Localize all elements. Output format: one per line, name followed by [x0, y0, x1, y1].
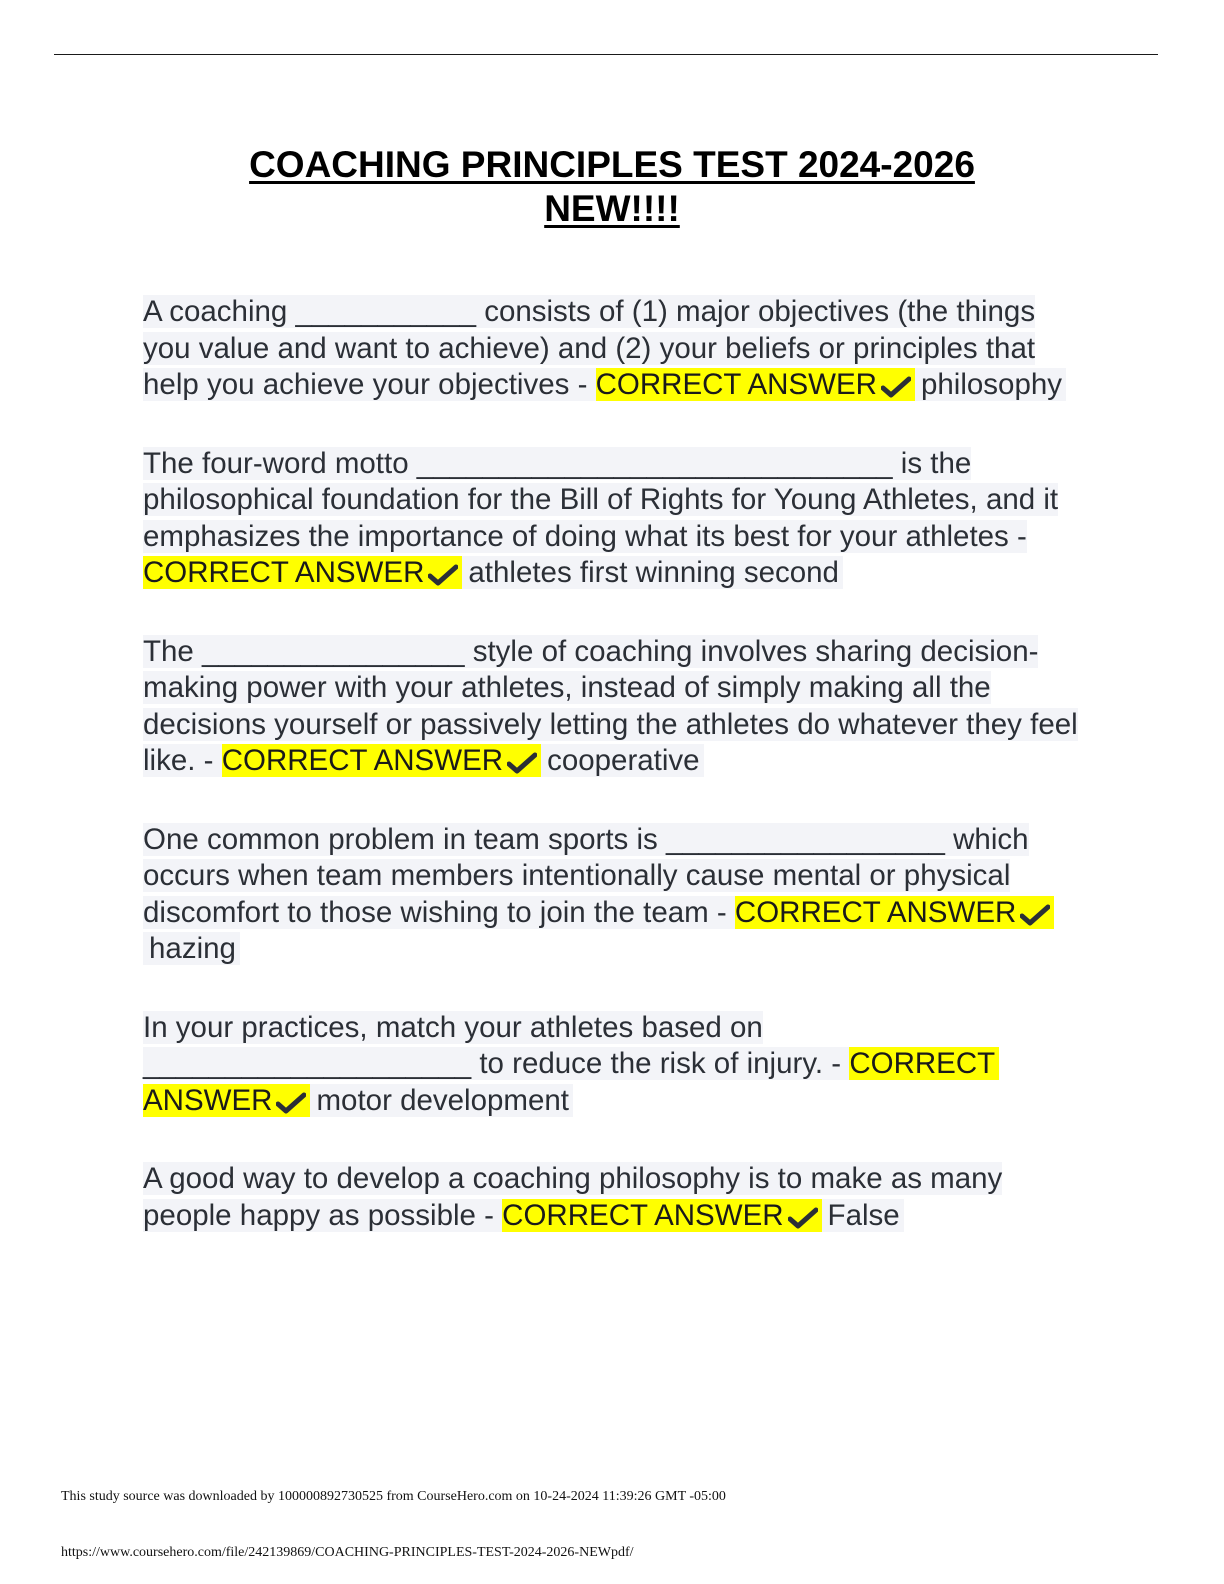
question-item — [143, 634, 1083, 780]
check-icon — [276, 1092, 306, 1114]
answer-text: cooperative — [541, 744, 704, 777]
answer-text: hazing — [143, 932, 240, 965]
question-text: A coaching ___________ consists of (1) major objectives (the things you value and want to achieve) and (2) your beliefs or principles that help you achieve your objectives - — [143, 295, 1036, 401]
question-item — [143, 1161, 1083, 1234]
answer-text: philosophy — [915, 368, 1066, 401]
correct-answer-label — [222, 744, 541, 777]
correct-answer-label-text: CORRECT ANSWER — [143, 1047, 995, 1117]
source-url[interactable]: https://www.coursehero.com/file/242139869/COACHING-PRINCIPLES-TEST-2024-2026-NEWpdf/ — [61, 1545, 634, 1560]
question-list — [143, 294, 1083, 1276]
question-text: The four-word motto _____________________________ is the philosophical foundation for the Bill of Rights for Young Athletes, and it emphasizes the importance of doing what its best for your athletes - — [143, 446, 1059, 553]
question-text: One common problem in team sports is _________________ which occurs when team members intentionally cause mental or physical discomfort to those wishing to join the team - — [143, 822, 1029, 929]
title-line-2: NEW!!!! — [544, 188, 680, 229]
question-text: A good way to develop a coaching philosophy is to make as many people happy as possible - — [143, 1162, 1003, 1232]
correct-answer-label-text: CORRECT ANSWER — [734, 895, 1017, 929]
correct-answer-label-text: CORRECT ANSWER — [143, 556, 425, 589]
check-icon — [788, 1207, 818, 1229]
question-item — [143, 1010, 1083, 1120]
document-title — [120, 143, 1104, 231]
check-icon — [428, 564, 458, 586]
correct-answer-label-text: CORRECT ANSWER — [502, 1198, 784, 1232]
download-source-note: This study source was downloaded by 100000892730525 from CourseHero.com on 10-24-2024 11:39:26 GMT -05:00 — [61, 1489, 726, 1504]
title-line-1: COACHING PRINCIPLES TEST 2024-2026 — [249, 144, 975, 185]
question-item — [143, 294, 1083, 404]
top-divider — [54, 54, 1158, 55]
check-icon — [507, 752, 537, 774]
correct-answer-label — [596, 368, 915, 401]
check-icon — [1020, 904, 1050, 926]
question-item — [143, 446, 1083, 592]
answer-text: motor development — [310, 1084, 573, 1117]
answer-text: athletes first winning second — [462, 556, 843, 589]
correct-answer-label — [735, 896, 1054, 929]
correct-answer-label — [143, 556, 462, 589]
question-item — [143, 822, 1083, 968]
answer-text: False — [822, 1199, 904, 1232]
question-text: The ________________ style of coaching involves sharing decision-making power with your athletes, instead of simply making all the decisions yourself or passively letting the athletes do whatever they feel like. - — [143, 634, 1078, 777]
question-text: In your practices, match your athletes based on ____________________ to reduce the risk of injury. - — [143, 1010, 850, 1080]
correct-answer-label — [502, 1199, 821, 1232]
check-icon — [881, 376, 911, 398]
correct-answer-label-text: CORRECT ANSWER — [595, 368, 877, 401]
correct-answer-label-text: CORRECT ANSWER — [221, 744, 504, 777]
